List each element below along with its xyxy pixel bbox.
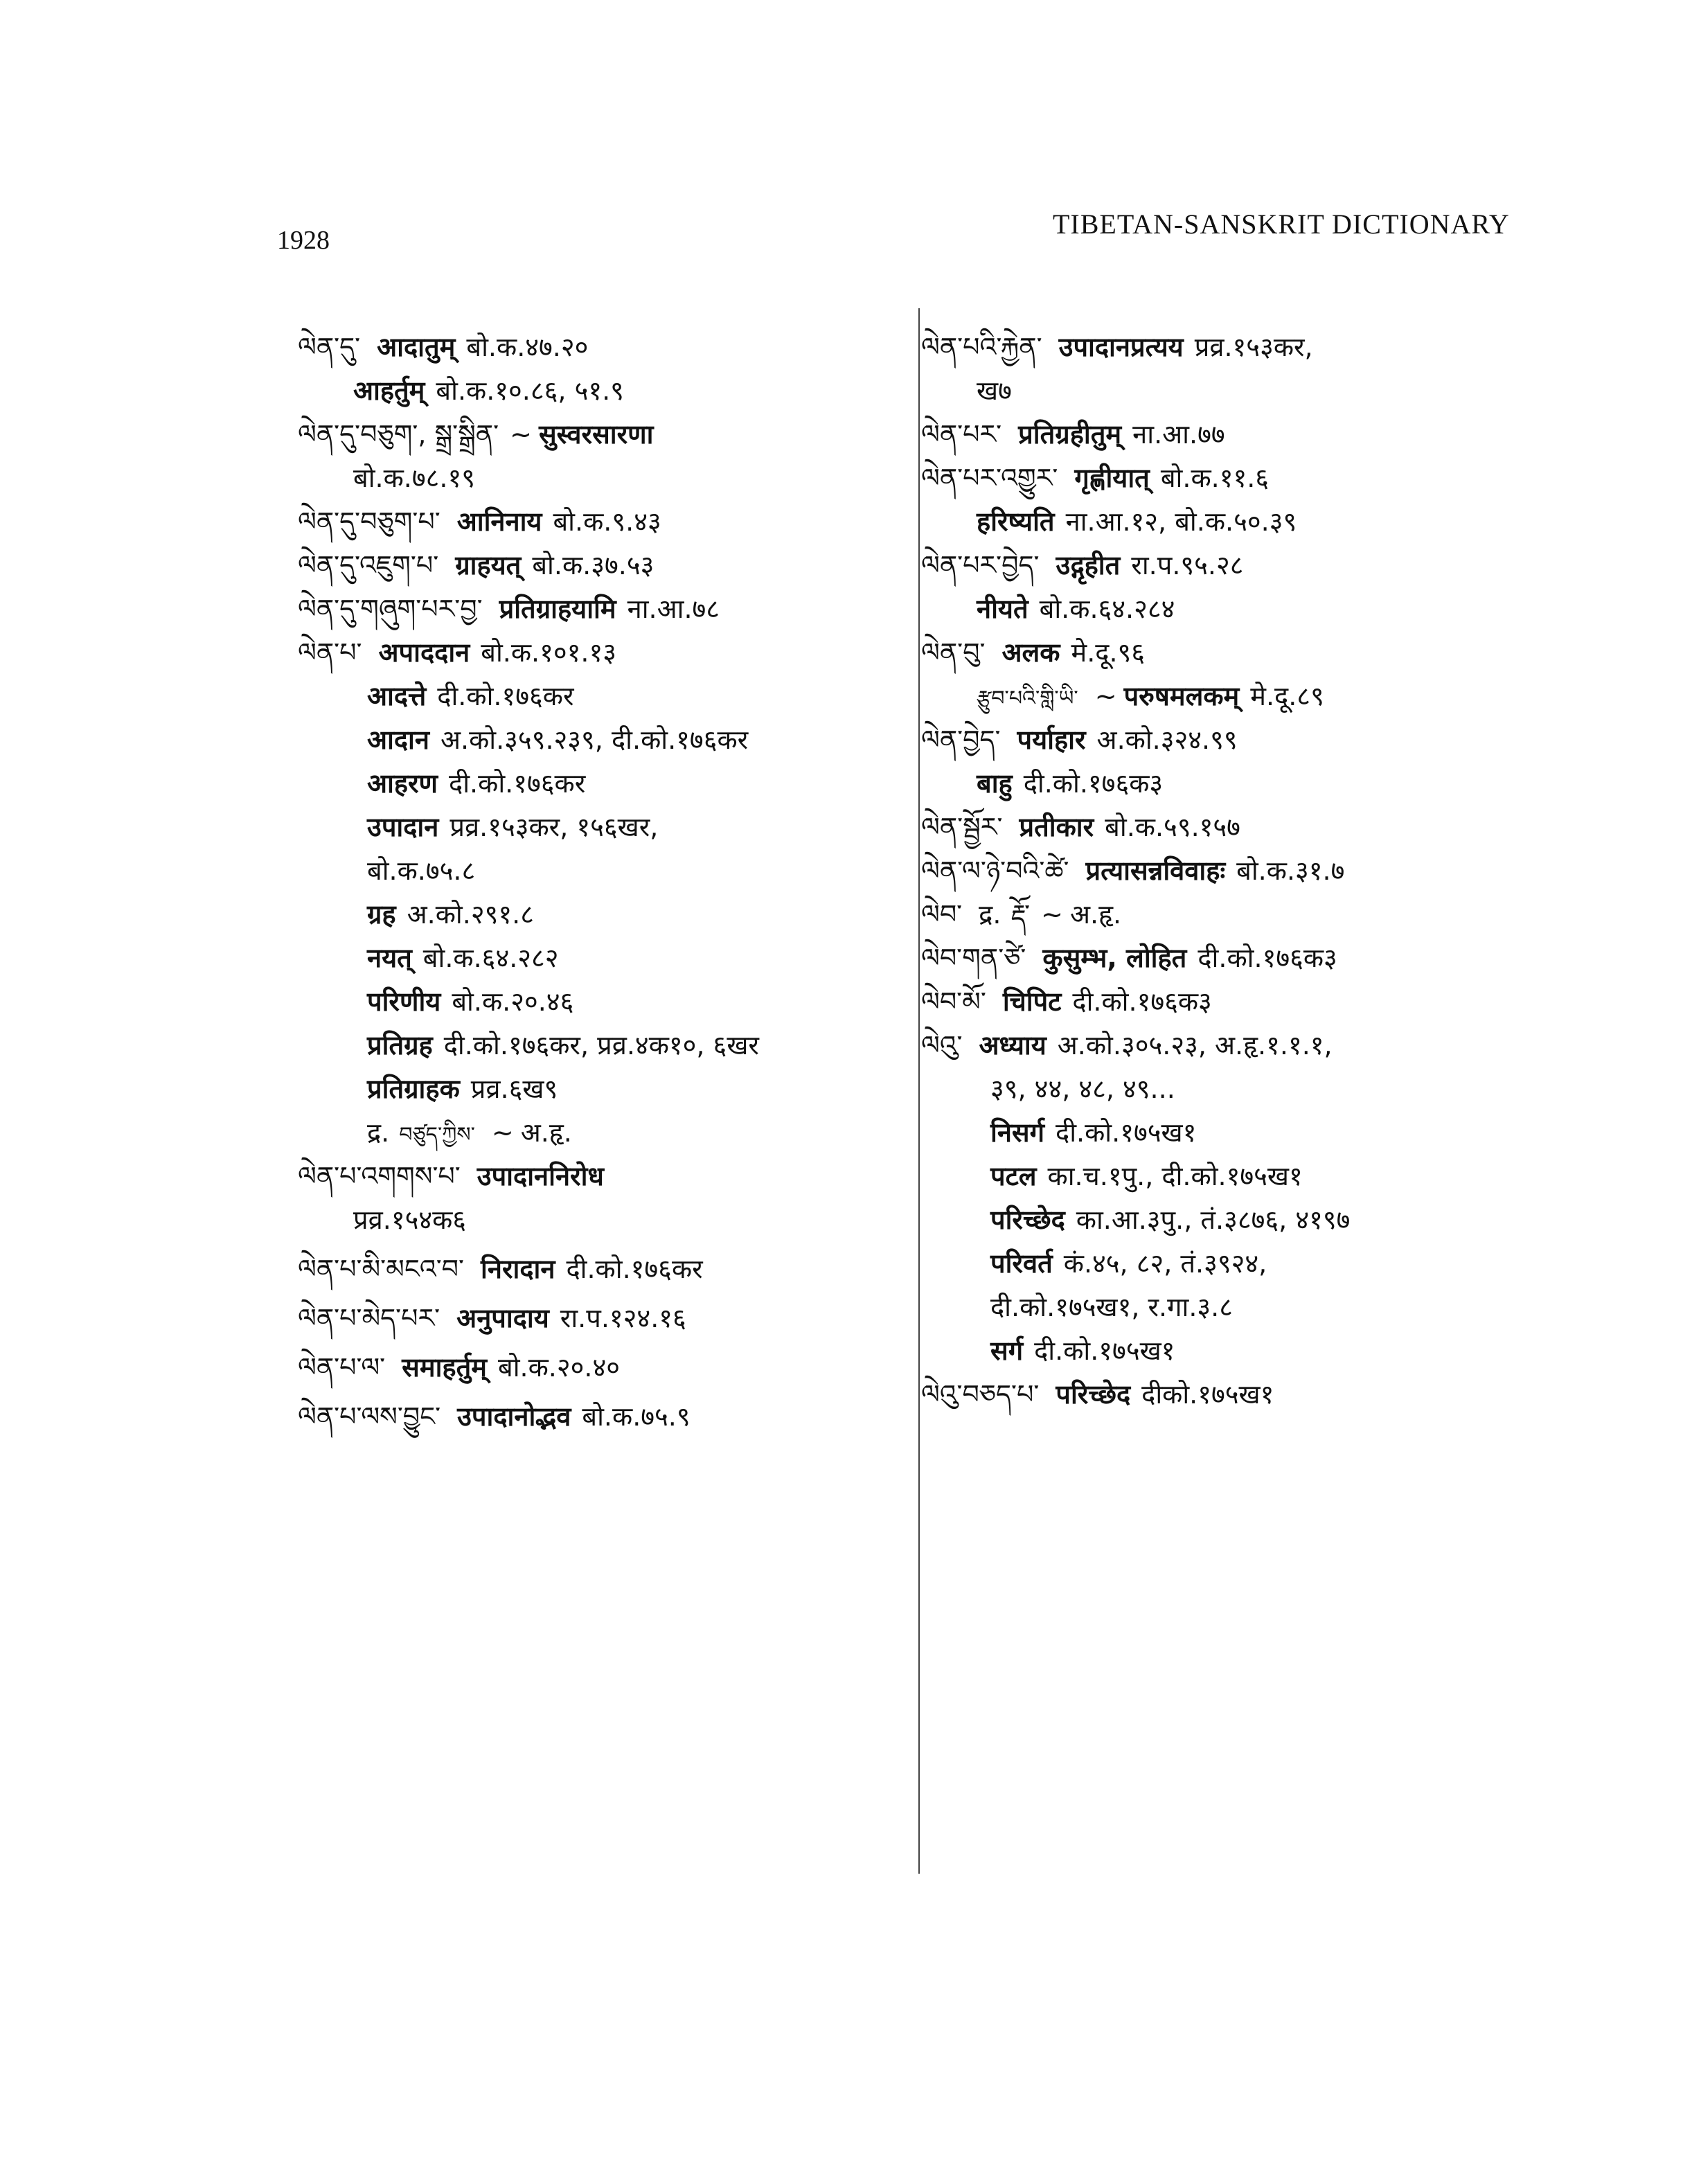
entry-line [298, 1248, 893, 1291]
entry-line [298, 544, 893, 587]
tibetan-phrase: བཙུད་ཀྱིས་ [399, 1123, 475, 1147]
tibetan-headword: ལེན་པ་མི་མངའ་བ་ [298, 1254, 465, 1284]
tibetan-headword: ལེབ་ [921, 899, 963, 930]
entry-line [298, 413, 893, 456]
entry-line [921, 718, 1544, 762]
entry-line [921, 849, 1544, 893]
reference: दीको.१७५ख१ [1141, 1379, 1274, 1410]
reference: का.आ.३पु., तं.३८७६, ४१९७ [1076, 1205, 1351, 1235]
sanskrit-equivalent: ग्रह [367, 899, 396, 930]
entry-line [298, 587, 893, 631]
entry-line [921, 1067, 1544, 1111]
sanskrit-equivalent: नयत् [367, 943, 412, 973]
cross-reference-marker: द्र. [367, 1117, 390, 1148]
reference: कं.४५, ८२, तं.३९२४, [1063, 1248, 1267, 1279]
entry-line [921, 675, 1544, 718]
tibetan-headword: ལེན་བུ་ [921, 637, 986, 668]
entry-line [921, 980, 1544, 1024]
reference: दी.को.१७५ख१, र.गा.३.८ [990, 1292, 1234, 1322]
sanskrit-equivalent: प्रतिग्रह [367, 1030, 433, 1060]
entry-line [298, 893, 893, 936]
reference: दी.को.१७६क३ [1023, 768, 1164, 799]
reference: प्रव्र.६ख९ [470, 1074, 558, 1104]
entry-line [921, 1329, 1544, 1373]
reference: बो.क.९.४३ [553, 506, 661, 537]
sanskrit-equivalent: नीयते [977, 594, 1028, 624]
reference: अ.को.२९१.८ [407, 899, 534, 930]
entry-line [921, 1111, 1544, 1155]
tibetan-headword: ལེན་དུ་གཞུག་པར་བྱ་ [298, 594, 483, 624]
entry-line [298, 1395, 893, 1439]
sanskrit-equivalent: परिवर्त [990, 1248, 1053, 1279]
entry-line [921, 1286, 1544, 1329]
reference: दी.को.१७६कर [449, 768, 586, 799]
reference: दी.को.१७५ख१ [1056, 1117, 1197, 1148]
right-column [921, 326, 1544, 1417]
sanskrit-equivalent: सुस्वरसारणा [538, 419, 654, 450]
sanskrit-equivalent: प्रतीकार [1019, 812, 1094, 842]
reference: दी.को.१७५ख१ [1034, 1335, 1175, 1366]
tibetan-headword: ལེན་བྱེད་ [921, 725, 1001, 755]
cross-reference-marker: द्र. [979, 899, 1001, 930]
sanskrit-equivalent: प्रत्यासन्नविवाहः [1085, 855, 1226, 886]
entry-line [298, 936, 893, 980]
reference: रा.प.९५.२८ [1131, 550, 1244, 580]
tibetan-headword: ལེན་དུ་འཇུག་པ་ [298, 550, 439, 580]
reference: अ.को.३५९.२३९, दी.को.१७६कर [440, 725, 749, 755]
entry-line [298, 806, 893, 849]
entry-line [921, 369, 1544, 413]
entry-line [921, 806, 1544, 849]
sanskrit-equivalent: उद्गृहीत [1056, 550, 1121, 580]
sanskrit-equivalent: अध्याय [979, 1030, 1047, 1060]
sanskrit-equivalent: पर्याहार [1017, 725, 1086, 755]
sanskrit-equivalent: प्रतिग्राहक [367, 1074, 460, 1104]
reference: बो.क.७८.१९ [353, 463, 476, 493]
reference: दी.को.१७६क३ [1197, 943, 1337, 973]
entry-line [298, 675, 893, 718]
tibetan-headword: ལེན་སྦྱོར་ [921, 812, 1003, 842]
entry-line [298, 1024, 893, 1067]
tibetan-headword: ལེན་དུ་བཅུག་པ་ [298, 506, 440, 537]
tibetan-headword: ལེའུ་ [921, 1030, 963, 1060]
tibetan-headword: ལེན་པར་འགྱུར་ [921, 463, 1058, 493]
reference: दी.को.१७६क३ [1072, 986, 1212, 1017]
reference: बो.क.४७.२० [466, 332, 589, 362]
reference: बो.क.५९.१५७ [1105, 812, 1240, 842]
sanskrit-equivalent: अपाददान [378, 637, 470, 668]
tilde-mark: ~ [491, 1117, 514, 1148]
entry-line [298, 849, 893, 893]
entry-line [298, 1155, 893, 1198]
entry-line [298, 369, 893, 413]
reference: मे.दू.८९ [1250, 681, 1324, 711]
entry-line [298, 326, 893, 369]
entry-line [921, 762, 1544, 806]
reference: ना.आ.७७ [1132, 419, 1225, 450]
reference: बो.क.६४.२८४ [1039, 594, 1175, 624]
reference: ३९, ४४, ४८, ४९... [990, 1074, 1175, 1104]
tibetan-headword: ལེབ་མོ་ [921, 986, 986, 1017]
reference: बो.क.२०.४० [498, 1352, 621, 1383]
entry-line [921, 1373, 1544, 1417]
tilde-mark: ~ [1041, 899, 1063, 930]
sanskrit-equivalent: उपादाननिरोध [477, 1161, 604, 1191]
sanskrit-equivalent: निसर्ग [990, 1117, 1045, 1148]
sanskrit-equivalent: परिच्छेद [990, 1205, 1065, 1235]
left-column [298, 326, 893, 1439]
sanskrit-equivalent: ग्राहयत् [455, 550, 522, 580]
sanskrit-equivalent: प्रतिग्रहीतुम् [1018, 419, 1122, 450]
entry-line [298, 980, 893, 1024]
sanskrit-equivalent: प्रतिग्राहयामि [499, 594, 616, 624]
reference: बो.क.७५.९ [582, 1401, 691, 1432]
sanskrit-equivalent: बाहु [977, 768, 1013, 799]
entry-line [921, 1024, 1544, 1067]
sanskrit-equivalent: आनिनाय [456, 506, 542, 537]
entry-line [298, 1198, 893, 1242]
reference: दी.को.१७६कर, प्रव्र.४क१०, ६खर [443, 1030, 759, 1060]
entry-line [298, 500, 893, 544]
reference: बो.क.१०.८६, ५१.९ [436, 375, 624, 406]
sanskrit-equivalent: चिपिट [1002, 986, 1062, 1017]
entry-line [298, 718, 893, 762]
entry-line [298, 762, 893, 806]
tilde-mark: ~ [1094, 681, 1117, 711]
column-divider [918, 308, 920, 1874]
entry-line [921, 631, 1544, 675]
tibetan-headword: ལེབ་གན་ཙེ་ [921, 943, 1026, 973]
reference: अ.हृ. [1069, 899, 1122, 930]
entry-line [921, 500, 1544, 544]
tibetan-headword: ལེན་པ་ལས་བྱུང་ [298, 1401, 441, 1432]
entry-line [921, 587, 1544, 631]
tibetan-headword: ལེན་པ་ [298, 637, 362, 668]
tibetan-headword: ལེན་ལ་ཉེ་བའི་ཚེ་ [921, 855, 1069, 886]
tilde-mark: ~ [510, 419, 532, 450]
entry-line [921, 1155, 1544, 1198]
tibetan-headword: ལེན་པའི་རྐྱེན་ [921, 332, 1042, 362]
reference: दी.को.१७६कर [566, 1254, 703, 1284]
sanskrit-equivalent: अलक [1001, 637, 1060, 668]
tibetan-headword: ལེན་པ་འགགས་པ་ [298, 1161, 461, 1191]
reference: बो.क.६४.२८२ [422, 943, 559, 973]
tibetan-headword: ལེན་དུ་བཅུག་, [298, 419, 427, 450]
sanskrit-equivalent: आहर्तुम् [353, 375, 425, 406]
sanskrit-equivalent: उपादानोद्भव [457, 1401, 571, 1432]
entry-line [921, 326, 1544, 369]
reference: अ.को.३२४.९९ [1096, 725, 1238, 755]
page-number: 1928 [277, 226, 330, 255]
reference: बो.क.११.६ [1160, 463, 1270, 493]
reference: का.च.१पु., दी.को.१७५ख१ [1047, 1161, 1303, 1191]
reference: मे.दू.९६ [1071, 637, 1146, 668]
tibetan-headword: ལེན་དུ་ [298, 332, 361, 362]
entry-line [921, 1198, 1544, 1242]
reference: ना.आ.१२, बो.क.५०.३९ [1065, 506, 1297, 537]
sanskrit-equivalent: उपादानप्रत्यय [1058, 332, 1184, 362]
reference: रा.प.१२४.१६ [560, 1303, 686, 1333]
sanskrit-equivalent: पटल [990, 1161, 1037, 1191]
entry-line [921, 413, 1544, 456]
tibetan-headword: ལེའུ་བཅད་པ་ [921, 1379, 1040, 1410]
tibetan-headword: ལེན་པར་ [921, 419, 1002, 450]
reference: बो.क.१०१.१३ [481, 637, 617, 668]
entry-line [921, 456, 1544, 500]
reference: अ.हृ. [520, 1117, 572, 1148]
tibetan-compound: སྒྲ་སྒྲིན་ [434, 419, 499, 450]
sanskrit-equivalent: उपादान [367, 812, 439, 842]
reference: दी.को.१७६कर [437, 681, 574, 711]
sanskrit-equivalent: गृह्णीयात् [1074, 463, 1150, 493]
reference: बो.क.३१.७ [1236, 855, 1345, 886]
entry-line [298, 456, 893, 500]
entry-line [921, 1242, 1544, 1286]
tibetan-headword: ལེན་པ་མེད་པར་ [298, 1303, 440, 1333]
entry-line [921, 936, 1544, 980]
sanskrit-equivalent: सर्ग [990, 1335, 1024, 1366]
sanskrit-equivalent: समाहर्तुम् [402, 1352, 487, 1383]
sanskrit-equivalent: आदत्ते [367, 681, 427, 711]
sanskrit-equivalent: आदान [367, 725, 429, 755]
entry-line [298, 1111, 893, 1155]
reference: बो.क.७५.८ [367, 855, 476, 886]
sanskrit-equivalent: परिणीय [367, 986, 441, 1017]
reference: ख७ [977, 375, 1012, 406]
reference: अ.को.३०५.२३, अ.हृ.१.१.१, [1057, 1030, 1333, 1060]
entry-line [298, 631, 893, 675]
tibetan-compound: རྡོ་ [1010, 899, 1031, 930]
sanskrit-equivalent: परुषमलकम् [1123, 681, 1240, 711]
entry-line [921, 544, 1544, 587]
reference: बो.क.३७.५३ [532, 550, 654, 580]
entry-line [921, 893, 1544, 936]
entry-line [298, 1297, 893, 1340]
sanskrit-equivalent: कुसुम्भ, लोहित [1042, 943, 1187, 973]
sanskrit-equivalent: निरादान [481, 1254, 555, 1284]
sanskrit-equivalent: आहरण [367, 768, 438, 799]
entry-line [298, 1067, 893, 1111]
reference: प्रव्र.१५४क६ [353, 1205, 467, 1235]
sanskrit-equivalent: आदातुम् [377, 332, 456, 362]
reference: ना.आ.७८ [627, 594, 720, 624]
running-title: TIBETAN-SANSKRIT DICTIONARY [1053, 208, 1510, 240]
tibetan-headword: ལེན་པར་བྱེད་ [921, 550, 1040, 580]
reference: प्रव्र.१५३कर, १५६खर, [449, 812, 659, 842]
sanskrit-equivalent: परिच्छेद [1056, 1379, 1131, 1410]
reference: प्रव्र.१५३कर, [1194, 332, 1313, 362]
entry-line [298, 1346, 893, 1390]
sanskrit-equivalent: अनुपादाय [456, 1303, 549, 1333]
tibetan-phrase: རྩུབ་པའི་གླི་ཡི་ [977, 686, 1078, 711]
tibetan-headword: ལེན་པ་ལ་ [298, 1352, 386, 1383]
sanskrit-equivalent: हरिष्यति [977, 506, 1055, 537]
reference: बो.क.२०.४६ [452, 986, 574, 1017]
